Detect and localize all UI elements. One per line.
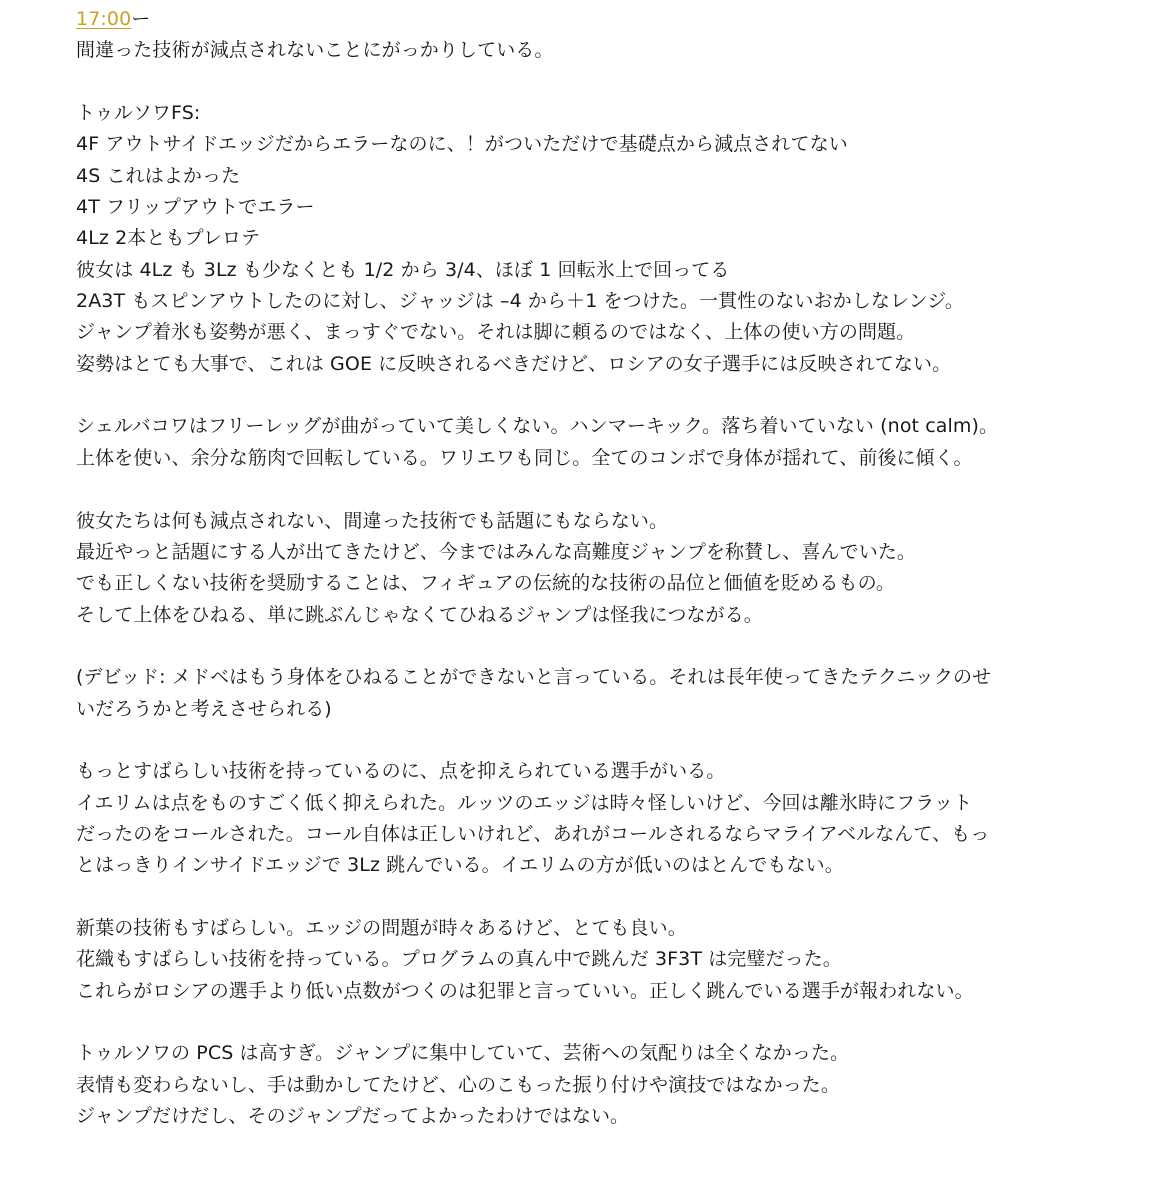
paragraph-line: もっとすばらしい技術を持っているのに、点を抑えられている選手がいる。 xyxy=(76,760,726,783)
paragraph-gap xyxy=(76,67,1161,98)
paragraph-line: 花織もすばらしい技術を持っている。プログラムの真ん中で跳んだ 3F3T は完璧だった。 xyxy=(76,948,842,971)
paragraph-line: でも正しくない技術を奨励することは、フィギュアの伝統的な技術の品位と価値を貶めるもの。 xyxy=(76,572,896,595)
paragraph-line: 彼女たちは何も減点されない、間違った技術でも話題にもならない。 xyxy=(76,509,669,532)
paragraph-line: シェルバコワはフリーレッグが曲がっていて美しくない。ハンマーキック。落ち着いていない (not calm)。 xyxy=(76,415,999,438)
paragraph-line: イエリムは点をものすごく低く抑えられた。ルッツのエッジは時々怪しいけど、今回は離氷時にフラット xyxy=(76,791,973,814)
paragraph-line: とはっきりインサイドエッジで 3Lz 跳んでいる。イエリムの方が低いのはとんでもない。 xyxy=(76,854,844,877)
paragraph-line: 4Lz 2本ともプレロテ xyxy=(76,227,261,250)
paragraph-gap xyxy=(76,1007,1161,1038)
paragraph-line: 彼女は 4Lz も 3Lz も少なくとも 1/2 から 3/4、ほぼ 1 回転氷上で回ってる xyxy=(76,258,730,281)
note-header xyxy=(76,4,1161,35)
paragraph-line: 姿勢はとても大事で、これは GOE に反映されるべきだけど、ロシアの女子選手には反映されてない。 xyxy=(76,352,952,375)
paragraph-gap xyxy=(76,882,1161,913)
paragraph-gap xyxy=(76,631,1161,662)
paragraph-line: これらがロシアの選手より低い点数がつくのは犯罪と言っていい。正しく跳んでいる選手が報われない。 xyxy=(76,979,974,1002)
paragraph-gap xyxy=(76,474,1161,505)
paragraph-line: 間違った技術が減点されないことにがっかりしている。 xyxy=(76,39,554,62)
paragraph-line: トゥルソワの PCS は高すぎ。ジャンプに集中していて、芸術への気配りは全くなかった。 xyxy=(76,1042,850,1065)
paragraph-line: 表情も変わらないし、手は動かしてたけど、心のこもった振り付けや演技ではなかった。 xyxy=(76,1073,841,1096)
paragraph-line: 4F アウトサイドエッジだからエラーなのに、！がついただけで基礎点から減点されてない xyxy=(76,133,848,156)
paragraph-line: だったのをコールされた。コール自体は正しいけれど、あれがコールされるならマライアベルなんて、もっ xyxy=(76,822,990,845)
paragraph-line: そして上体をひねる、単に跳ぶんじゃなくてひねるジャンプは怪我につながる。 xyxy=(76,603,763,626)
paragraph-line: (デビッド: メドベはもう身体をひねることができないと言っている。それは長年使ってきたテクニックのせ xyxy=(76,666,992,689)
paragraph-line: 新葉の技術もすばらしい。エッジの問題が時々あるけど、とても良い。 xyxy=(76,916,687,939)
paragraph-gap xyxy=(76,725,1161,756)
paragraph-line: トゥルソワFS: xyxy=(76,102,201,125)
paragraph-line: ジャンプ着氷も姿勢が悪く、まっすぐでない。それは脚に頼るのではなく、上体の使い方の問題。 xyxy=(76,321,916,344)
time-link[interactable]: 17:00 xyxy=(76,8,132,30)
note-body xyxy=(76,4,1161,1132)
paragraph-line: ジャンプだけだし、そのジャンプだってよかったわけではない。 xyxy=(76,1105,630,1128)
paragraph-line: 4T フリップアウトでエラー xyxy=(76,196,315,219)
paragraph-line: 2A3T もスピンアウトしたのに対し、ジャッジは –4 から＋1 をつけた。一貫性のないおかしなレンジ。 xyxy=(76,290,964,313)
paragraph-gap xyxy=(76,380,1161,411)
time-suffix: ー xyxy=(131,8,151,30)
paragraph-line: 上体を使い、余分な筋肉で回転している。ワリエワも同じ。全てのコンボで身体が揺れて、前後に傾く。 xyxy=(76,446,973,469)
paragraph-line: 最近やっと話題にする人が出てきたけど、今まではみんな高難度ジャンプを称賛し、喜んでいた。 xyxy=(76,540,917,563)
paragraph-line: いだろうかと考えさせられる) xyxy=(76,697,332,720)
paragraph-line: 4S これはよかった xyxy=(76,164,241,187)
